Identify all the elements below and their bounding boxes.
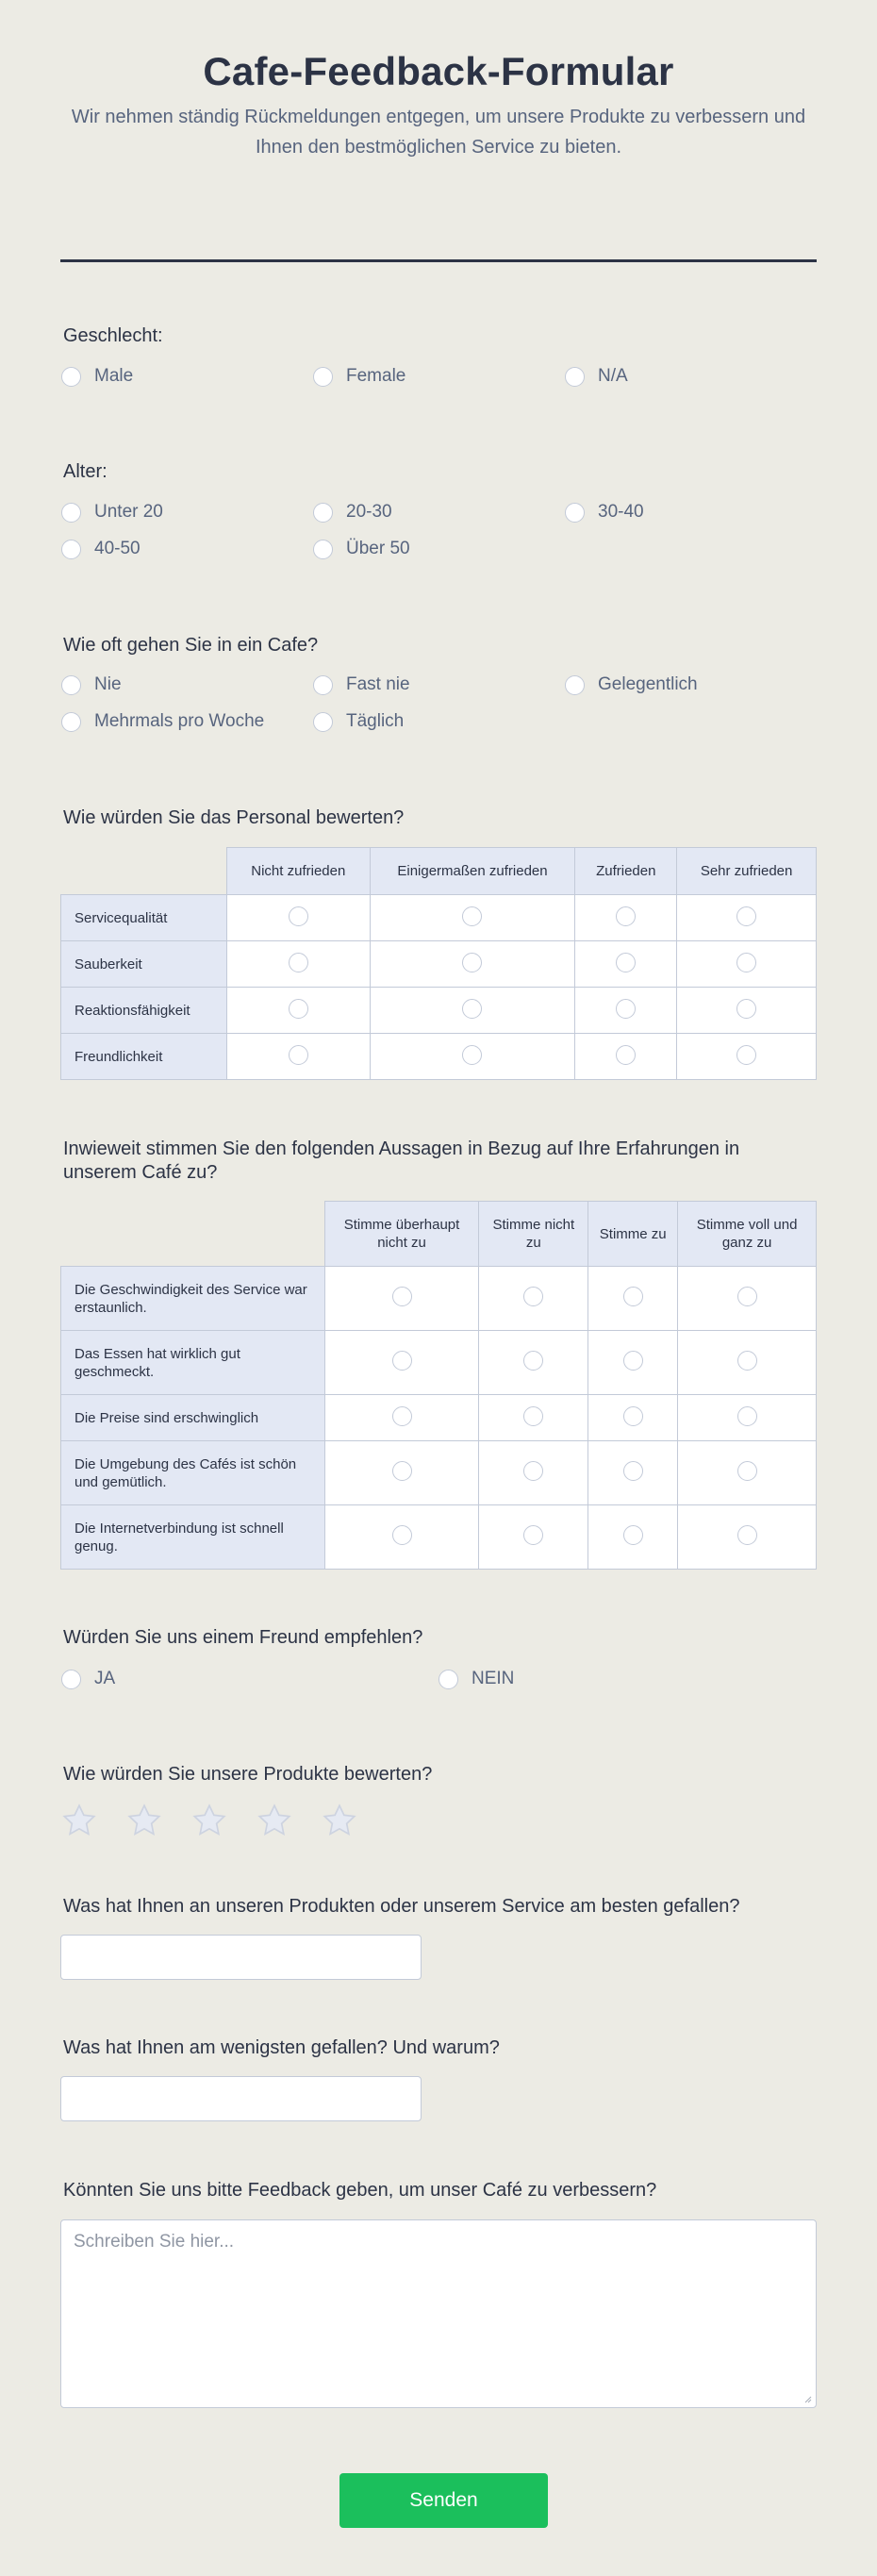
frequency-option-fast-nie[interactable]: Fast nie [313, 674, 410, 695]
feedback-label: Könnten Sie uns bitte Feedback geben, um unser Café zu verbessern? [63, 2180, 657, 2201]
matrix-column-header: Stimme nicht zu [479, 1202, 588, 1267]
matrix-row [61, 1034, 817, 1080]
matrix-row [61, 895, 817, 941]
form-subtitle: Wir nehmen ständig Rückmeldungen entgegen, um unsere Produkte zu verbessern und Ihnen den bestmöglichen Service zu bieten. [71, 107, 806, 158]
matrix-row [61, 941, 817, 988]
feedback-placeholder: Schreiben Sie hier... [74, 2232, 235, 2252]
star-icon[interactable] [125, 1802, 163, 1839]
matrix-row-label: Sauberkeit [61, 941, 227, 988]
radio-button[interactable] [623, 1351, 643, 1371]
radio-button[interactable] [289, 999, 308, 1019]
radio-button[interactable] [462, 953, 482, 972]
age-option-20-30[interactable]: 20-30 [313, 502, 392, 523]
radio-button[interactable] [289, 1045, 308, 1065]
form-title: Cafe-Feedback-Formular [203, 49, 674, 93]
gender-option-na[interactable]: N/A [565, 366, 628, 387]
radio-button[interactable] [61, 367, 81, 387]
age-option-30-40[interactable]: 30-40 [565, 502, 644, 523]
radio-button[interactable] [736, 999, 756, 1019]
feedback-textarea[interactable] [60, 2219, 817, 2408]
agreement-matrix [60, 1201, 817, 1570]
radio-button[interactable] [313, 367, 333, 387]
matrix-row [61, 1331, 817, 1395]
submit-button[interactable]: Senden [339, 2473, 548, 2528]
radio-button[interactable] [736, 1045, 756, 1065]
radio-button[interactable] [289, 906, 308, 926]
radio-button[interactable] [313, 503, 333, 523]
matrix-row-label: Die Preise sind erschwinglich [61, 1395, 325, 1441]
radio-button[interactable] [623, 1287, 643, 1306]
radio-button[interactable] [736, 953, 756, 972]
radio-button[interactable] [61, 1670, 81, 1689]
resize-handle-icon[interactable] [803, 2394, 812, 2403]
radio-button[interactable] [61, 675, 81, 695]
gender-label: Geschlecht: [63, 325, 163, 346]
radio-button[interactable] [61, 712, 81, 732]
matrix-row-label: Die Geschwindigkeit des Service war erstaunlich. [61, 1267, 325, 1331]
matrix-corner [61, 848, 227, 895]
frequency-label: Wie oft gehen Sie in ein Cafe? [63, 635, 319, 656]
matrix-row [61, 1395, 817, 1441]
radio-button[interactable] [523, 1525, 543, 1545]
header-divider [60, 259, 817, 262]
recommend-label: Würden Sie uns einem Freund empfehlen? [63, 1627, 423, 1648]
best-liked-input[interactable] [60, 1935, 422, 1980]
radio-button[interactable] [565, 367, 585, 387]
age-option-40-50[interactable]: 40-50 [61, 539, 141, 559]
frequency-option-nie[interactable]: Nie [61, 674, 122, 695]
matrix-column-header: Stimme zu [588, 1202, 678, 1267]
matrix-column-header: Stimme überhaupt nicht zu [324, 1202, 479, 1267]
radio-button[interactable] [623, 1461, 643, 1481]
radio-button[interactable] [313, 540, 333, 559]
radio-button[interactable] [736, 906, 756, 926]
radio-button[interactable] [392, 1406, 412, 1426]
matrix-column-header: Stimme voll und ganz zu [678, 1202, 817, 1267]
star-icon[interactable] [60, 1802, 98, 1839]
radio-button[interactable] [565, 675, 585, 695]
least-liked-label: Was hat Ihnen am wenigsten gefallen? Und warum? [63, 2037, 500, 2058]
radio-button[interactable] [392, 1351, 412, 1371]
agreement-label: Inwieweit stimmen Sie den folgenden Aussagen in Bezug auf Ihre Erfahrungen in unserem Café zu? [63, 1138, 740, 1183]
radio-button[interactable] [737, 1351, 757, 1371]
matrix-column-header: Zufrieden [575, 848, 677, 895]
frequency-option-gelegentlich[interactable]: Gelegentlich [565, 674, 698, 695]
matrix-row-label: Die Internetverbindung ist schnell genug. [61, 1505, 325, 1570]
least-liked-input[interactable] [60, 2076, 422, 2121]
radio-button[interactable] [523, 1406, 543, 1426]
matrix-row [61, 988, 817, 1034]
staff-rating-matrix [60, 847, 817, 1080]
radio-button[interactable] [616, 953, 636, 972]
radio-button[interactable] [61, 540, 81, 559]
matrix-row [61, 1441, 817, 1505]
radio-button[interactable] [313, 675, 333, 695]
star-icon[interactable] [190, 1802, 228, 1839]
radio-button[interactable] [462, 999, 482, 1019]
radio-button[interactable] [565, 503, 585, 523]
gender-option-female[interactable]: Female [313, 366, 405, 387]
age-option-under-20[interactable]: Unter 20 [61, 502, 163, 523]
matrix-row-label: Freundlichkeit [61, 1034, 227, 1080]
radio-button[interactable] [616, 1045, 636, 1065]
radio-button[interactable] [438, 1670, 458, 1689]
gender-option-male[interactable]: Male [61, 366, 133, 387]
age-label: Alter: [63, 461, 108, 482]
matrix-row [61, 1505, 817, 1570]
star-icon[interactable] [321, 1802, 358, 1839]
best-liked-label: Was hat Ihnen an unseren Produkten oder unserem Service am besten gefallen? [63, 1896, 740, 1917]
product-rating-label: Wie würden Sie unsere Produkte bewerten? [63, 1764, 433, 1785]
star-icon[interactable] [256, 1802, 293, 1839]
matrix-row-label: Die Umgebung des Cafés ist schön und gemütlich. [61, 1441, 325, 1505]
radio-button[interactable] [737, 1461, 757, 1481]
recommend-option-nein[interactable]: NEIN [438, 1669, 514, 1689]
matrix-row [61, 1267, 817, 1331]
matrix-row-label: Servicequalität [61, 895, 227, 941]
radio-button[interactable] [616, 906, 636, 926]
radio-button[interactable] [616, 999, 636, 1019]
radio-button[interactable] [462, 906, 482, 926]
radio-button[interactable] [737, 1525, 757, 1545]
frequency-option-taeglich[interactable]: Täglich [313, 711, 404, 732]
matrix-corner [61, 1202, 325, 1267]
radio-button[interactable] [523, 1287, 543, 1306]
staff-rating-label: Wie würden Sie das Personal bewerten? [63, 807, 405, 828]
age-option-over-50[interactable]: Über 50 [313, 539, 410, 559]
form-header [0, 0, 877, 162]
radio-button[interactable] [623, 1406, 643, 1426]
matrix-column-header: Sehr zufrieden [677, 848, 817, 895]
radio-button[interactable] [392, 1525, 412, 1545]
matrix-column-header: Nicht zufrieden [226, 848, 370, 895]
radio-button[interactable] [737, 1406, 757, 1426]
radio-button[interactable] [392, 1461, 412, 1481]
matrix-column-header: Einigermaßen zufrieden [370, 848, 575, 895]
radio-button[interactable] [623, 1525, 643, 1545]
radio-button[interactable] [523, 1351, 543, 1371]
frequency-option-mehrmals[interactable]: Mehrmals pro Woche [61, 711, 264, 732]
matrix-row-label: Das Essen hat wirklich gut geschmeckt. [61, 1331, 325, 1395]
recommend-option-ja[interactable]: JA [61, 1669, 115, 1689]
radio-button[interactable] [523, 1461, 543, 1481]
radio-button[interactable] [462, 1045, 482, 1065]
radio-button[interactable] [289, 953, 308, 972]
radio-button[interactable] [392, 1287, 412, 1306]
radio-button[interactable] [737, 1287, 757, 1306]
radio-button[interactable] [313, 712, 333, 732]
radio-button[interactable] [61, 503, 81, 523]
matrix-row-label: Reaktionsfähigkeit [61, 988, 227, 1034]
